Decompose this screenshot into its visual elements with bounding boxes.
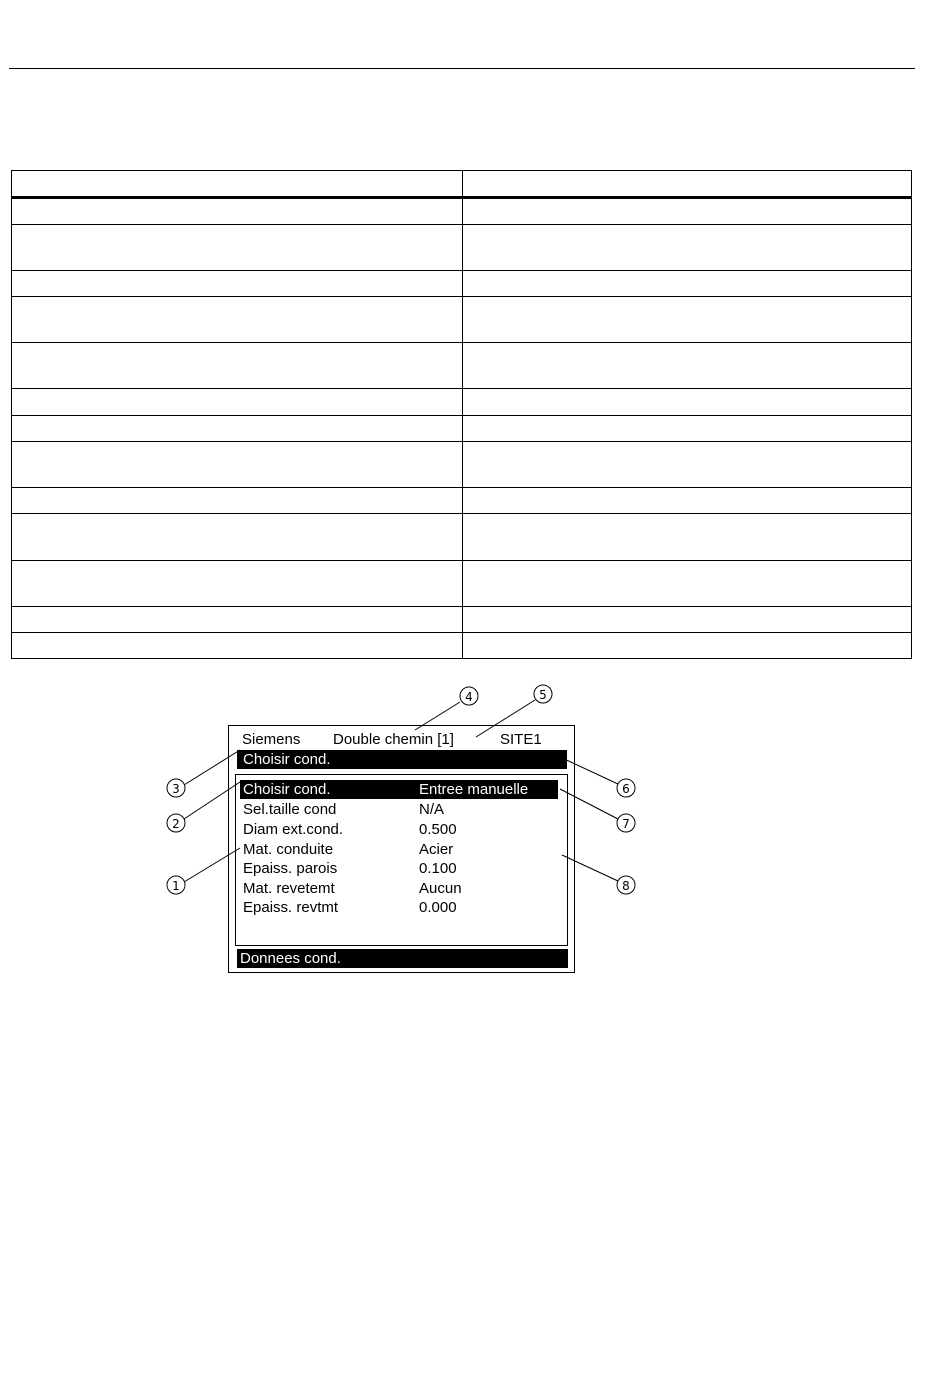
menu-item-label: Mat. revetemt xyxy=(243,880,335,897)
header-brand: Siemens xyxy=(242,731,301,748)
callout-number-8: 8 xyxy=(622,879,630,893)
header-site: SITE1 xyxy=(500,731,542,748)
menu-item-label: Sel.taille cond xyxy=(243,801,337,818)
callout-number-3: 3 xyxy=(172,782,180,796)
menu-item-value: 0.000 xyxy=(419,899,457,916)
leader-line-7 xyxy=(560,789,618,819)
menu-item-label: Choisir cond. xyxy=(243,781,331,798)
callout-number-7: 7 xyxy=(622,817,630,831)
leader-line-3 xyxy=(184,750,240,785)
menu-item-value: N/A xyxy=(419,801,445,818)
callout-number-1: 1 xyxy=(172,879,180,893)
leader-line-2 xyxy=(184,782,240,819)
leader-line-1 xyxy=(184,848,240,882)
menu-item-value: Acier xyxy=(419,841,454,858)
menu-item-label: Epaiss. revtmt xyxy=(243,899,339,916)
callout-number-4: 4 xyxy=(465,690,473,704)
callout-number-5: 5 xyxy=(539,688,547,702)
status-text: Donnees cond. xyxy=(240,950,341,967)
callout-number-2: 2 xyxy=(172,817,180,831)
menu-item-value: 0.500 xyxy=(419,821,457,838)
leader-line-5 xyxy=(476,700,535,737)
menu-item-value: 0.100 xyxy=(419,860,457,877)
leader-line-6 xyxy=(560,757,618,784)
leader-line-8 xyxy=(562,855,618,881)
header-mode: Double chemin [1] xyxy=(333,731,454,748)
menu-item-label: Mat. conduite xyxy=(243,841,334,858)
menu-title: Choisir cond. xyxy=(243,751,331,768)
menu-item-value: Aucun xyxy=(419,880,462,897)
leader-line-4 xyxy=(415,702,460,730)
menu-item-label: Epaiss. parois xyxy=(243,860,338,877)
menu-item-value: Entree manuelle xyxy=(419,781,529,798)
menu-item-label: Diam ext.cond. xyxy=(243,821,344,838)
callout-number-6: 6 xyxy=(622,782,630,796)
